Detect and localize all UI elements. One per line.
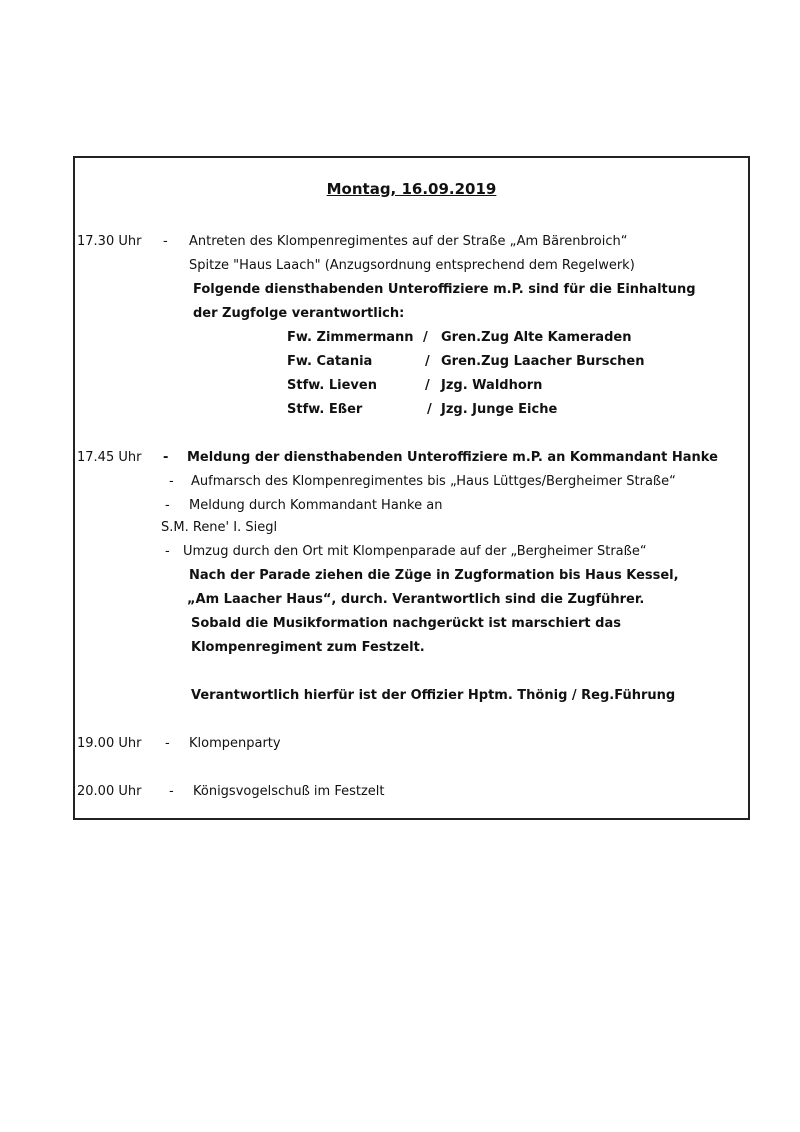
officer-unit: Gren.Zug Alte Kameraden [441, 330, 632, 345]
schedule-line: der Zugfolge verantwortlich: [193, 306, 405, 321]
page-title: Montag, 16.09.2019 [326, 180, 497, 198]
officer-unit: Jzg. Waldhorn [441, 378, 543, 393]
schedule-line: Klompenparty [189, 736, 281, 751]
schedule-line: Umzug durch den Ort mit Klompenparade auf der „Bergheimer Straße“ [183, 544, 647, 559]
schedule-line: Spitze "Haus Laach" (Anzugsordnung entsprechend dem Regelwerk) [189, 258, 635, 273]
schedule-line: Meldung durch Kommandant Hanke an [189, 498, 443, 513]
time-label: 20.00 Uhr [77, 784, 142, 799]
officer-name: Stfw. Eßer [287, 402, 363, 417]
officer-name: Stfw. Lieven [287, 378, 377, 393]
officer-name: Fw. Zimmermann [287, 330, 414, 345]
slash: / [423, 330, 428, 345]
dash: - [163, 234, 168, 249]
slash: / [427, 402, 432, 417]
dash: - [165, 498, 170, 513]
schedule-line: Antreten des Klompenregimentes auf der Straße „Am Bärenbroich“ [189, 234, 628, 249]
dash: - [163, 450, 169, 465]
schedule-line: Klompenregiment zum Festzelt. [191, 640, 425, 655]
schedule-box [73, 156, 750, 820]
schedule-line: Meldung der diensthabenden Unteroffiziere m.P. an Kommandant Hanke [187, 450, 718, 465]
time-label: 17.30 Uhr [77, 234, 142, 249]
schedule-line: Sobald die Musikformation nachgerückt ist marschiert das [191, 616, 621, 631]
dash: - [169, 474, 174, 489]
dash: - [169, 784, 174, 799]
schedule-line: S.M. Rene' I. Siegl [161, 520, 278, 535]
time-label: 17.45 Uhr [77, 450, 142, 465]
schedule-line: Verantwortlich hierfür ist der Offizier Hptm. Thönig / Reg.Führung [191, 688, 676, 703]
dash: - [165, 544, 170, 559]
schedule-line: Königsvogelschuß im Festzelt [193, 784, 385, 799]
schedule-line: „Am Laacher Haus“, durch. Verantwortlich sind die Zugführer. [187, 592, 645, 607]
officer-name: Fw. Catania [287, 354, 373, 369]
schedule-line: Folgende diensthabenden Unteroffiziere m.P. sind für die Einhaltung [193, 282, 696, 297]
officer-unit: Jzg. Junge Eiche [441, 402, 558, 417]
time-label: 19.00 Uhr [77, 736, 142, 751]
slash: / [425, 354, 430, 369]
schedule-line: Aufmarsch des Klompenregimentes bis „Haus Lüttges/Bergheimer Straße“ [191, 474, 676, 489]
schedule-line: Nach der Parade ziehen die Züge in Zugformation bis Haus Kessel, [189, 568, 679, 583]
slash: / [425, 378, 430, 393]
dash: - [165, 736, 170, 751]
officer-unit: Gren.Zug Laacher Burschen [441, 354, 645, 369]
